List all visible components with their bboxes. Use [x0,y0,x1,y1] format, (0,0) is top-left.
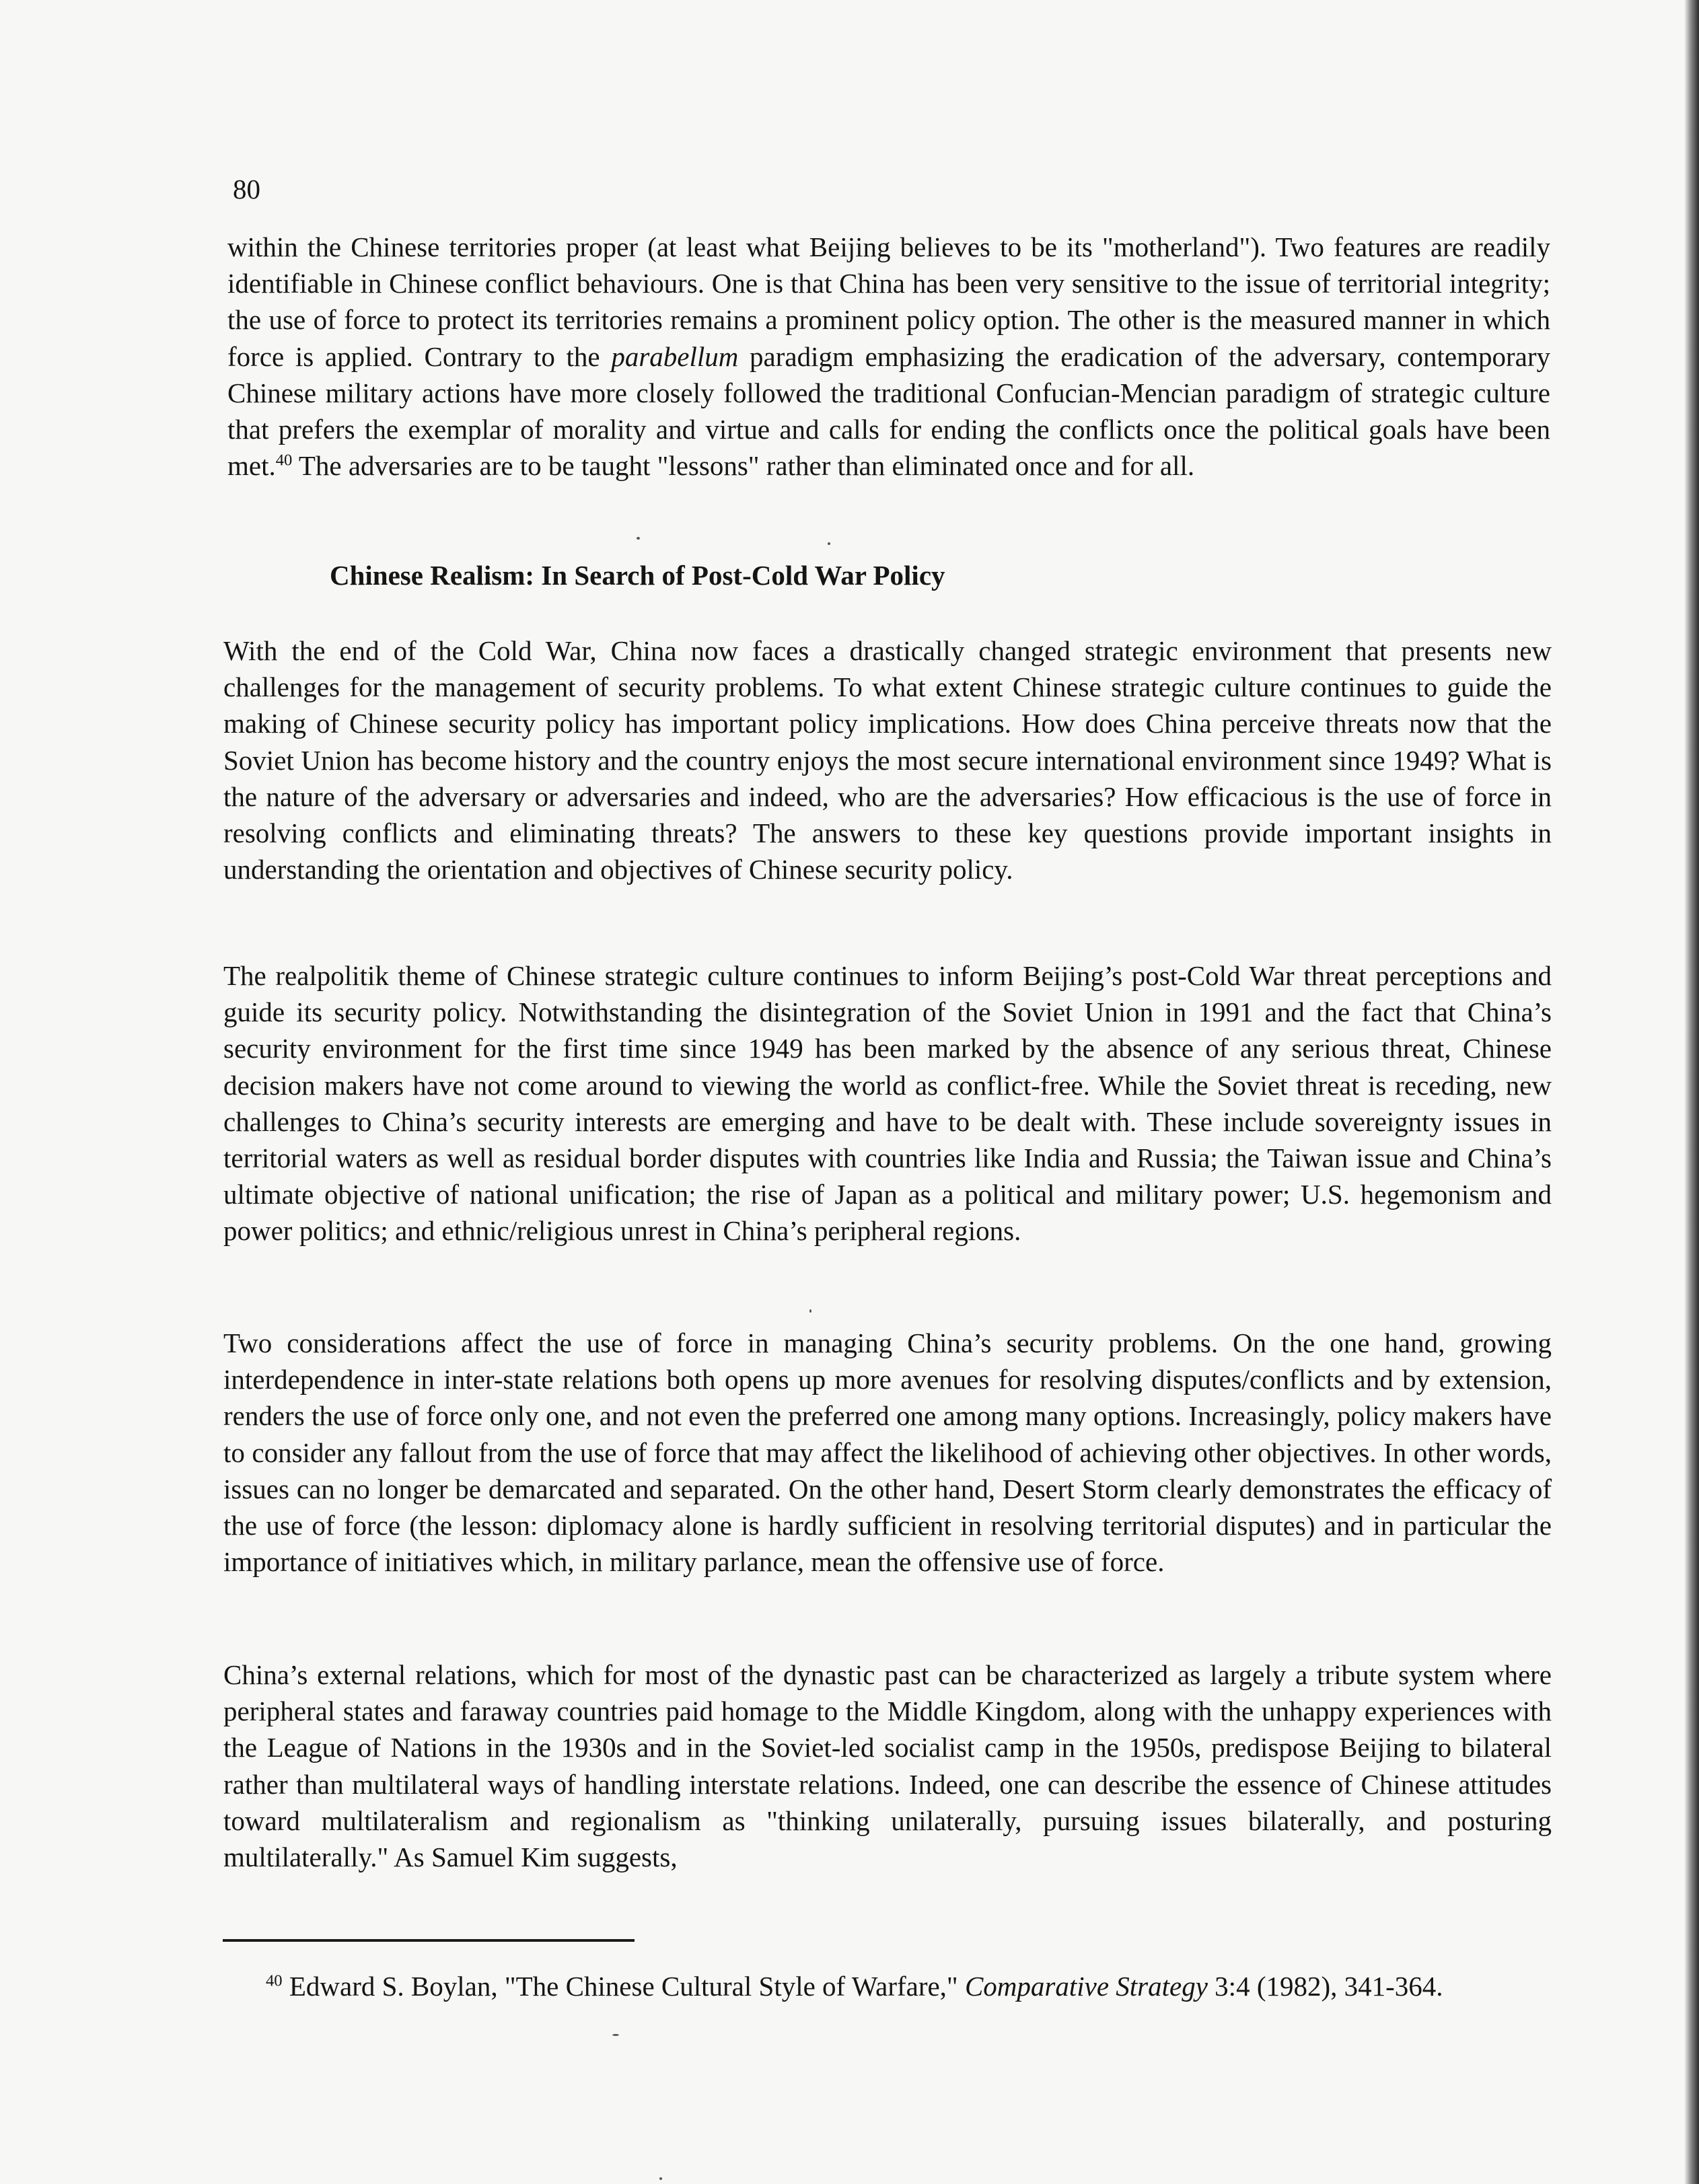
scan-page-edge [1684,0,1699,2184]
paragraph-2: With the end of the Cold War, China now faces a drastically changed strategic environment that presents new challenges for the management of security problems. To what extent Chinese strategic culture continues to guide the making of Chinese security policy has important policy implications. How does China perceive threats now that the Soviet Union has become history and the country enjoys the most secure international environment since 1949? What is the nature of the adversary or adversaries and indeed, who are the adversaries? How efficacious is the use of force in resolving conflicts and eliminating threats? The answers to these key questions provide important insights in understanding the orientation and objectives of Chinese security policy. [223,635,1552,885]
footnote-marker: 40 [266,1971,283,1990]
paragraph-1-text-b: paradigm emphasizing the eradication of the adversary, contemporary Chinese military actions have more closely followed the traditional Confucian-Mencian paradigm of strategic culture that prefers the exemplar of morality and virtue and calls for ending the conflicts once the political goals have been met. [227,340,1550,482]
paragraph-1-italic-term: parabellum [611,340,739,372]
paragraph-5: China’s external relations, which for most of the dynastic past can be characterized as largely a tribute system where peripheral states and faraway countries paid homage to the Middle Kingdom, along with the unhappy experiences with the League of Nations in the 1930s and in the Soviet-led socialist camp in the 1950s, predispose Beijing to bilateral rather than multilateral ways of handling interstate relations. Indeed, one can describe the essence of Chinese attitudes toward multilateralism and regionalism as "thinking unilaterally, pursuing issues bilaterally, and posturing multilaterally." As Samuel Kim suggests, [223,1659,1552,1873]
paragraph-1 [227,229,1550,484]
scan-speck [637,537,640,540]
footnote-divider [223,1939,635,1942]
section-heading: Chinese Realism: In Search of Post-Cold War Policy [330,560,945,591]
footnote-reference-40[interactable]: 40 [275,451,293,470]
paragraph-3: The realpolitik theme of Chinese strategic culture continues to inform Beijing’s post-Cold War threat perceptions and guide its security policy. Notwithstanding the disintegration of the Soviet Union in 1991 and the fact that China’s security environment for the first time since 1949 has been marked by the absence of any serious threat, Chinese decision makers have not come around to viewing the world as conflict-free. While the Soviet threat is receding, new challenges to China’s security interests are emerging and have to be dealt with. These include sovereignty issues in territorial waters as well as residual border disputes with countries like India and Russia; the Taiwan issue and China’s ultimate objective of national unification; the rise of Japan as a political and military power; U.S. hegemonism and power politics; and ethnic/religious unrest in China’s peripheral regions. [223,960,1552,1247]
footnote-text-a: Edward S. Boylan, "The Chinese Cultural Style of Warfare," [282,1971,965,2002]
footnote-40 [266,1968,1564,2004]
page-number: 80 [233,174,260,205]
scan-speck [612,2034,619,2036]
footnote-text-b: 3:4 (1982), 341-364. [1207,1971,1443,2002]
scan-speck [809,1309,811,1313]
scan-speck [828,542,830,545]
paragraph-4: Two considerations affect the use of force in managing China’s security problems. On the one hand, growing interdependence in inter-state relations both opens up more avenues for resolving disputes/conflicts and by extension, renders the use of force only one, and not even the preferred one among many options. Increasingly, policy makers have to consider any fallout from the use of force that may affect the likelihood of achieving other objectives. In other words, issues can no longer be demarcated and separated. On the other hand, Desert Storm clearly demonstrates the efficacy of the use of force (the lesson: diplomacy alone is hardly sufficient in resolving territorial disputes) and in particular the importance of initiatives which, in military parlance, mean the offensive use of force. [223,1327,1552,1578]
footnote-journal-title: Comparative Strategy [964,1971,1208,2002]
paragraph-1-text-a: within the Chinese territories proper (at least what Beijing believes to be its "motherland"). Two features are readily identifiable in Chinese conflict behaviours. One is that China has been very sensitive to the issue of territorial integrity; the use of force to protect its territories remains a prominent policy option. The other is the measured manner in which force is applied. Contrary to the [227,231,1550,372]
scan-speck [659,2177,662,2180]
paragraph-1-text-c: The adversaries are to be taught "lessons" rather than eliminated once and for all. [292,450,1195,482]
